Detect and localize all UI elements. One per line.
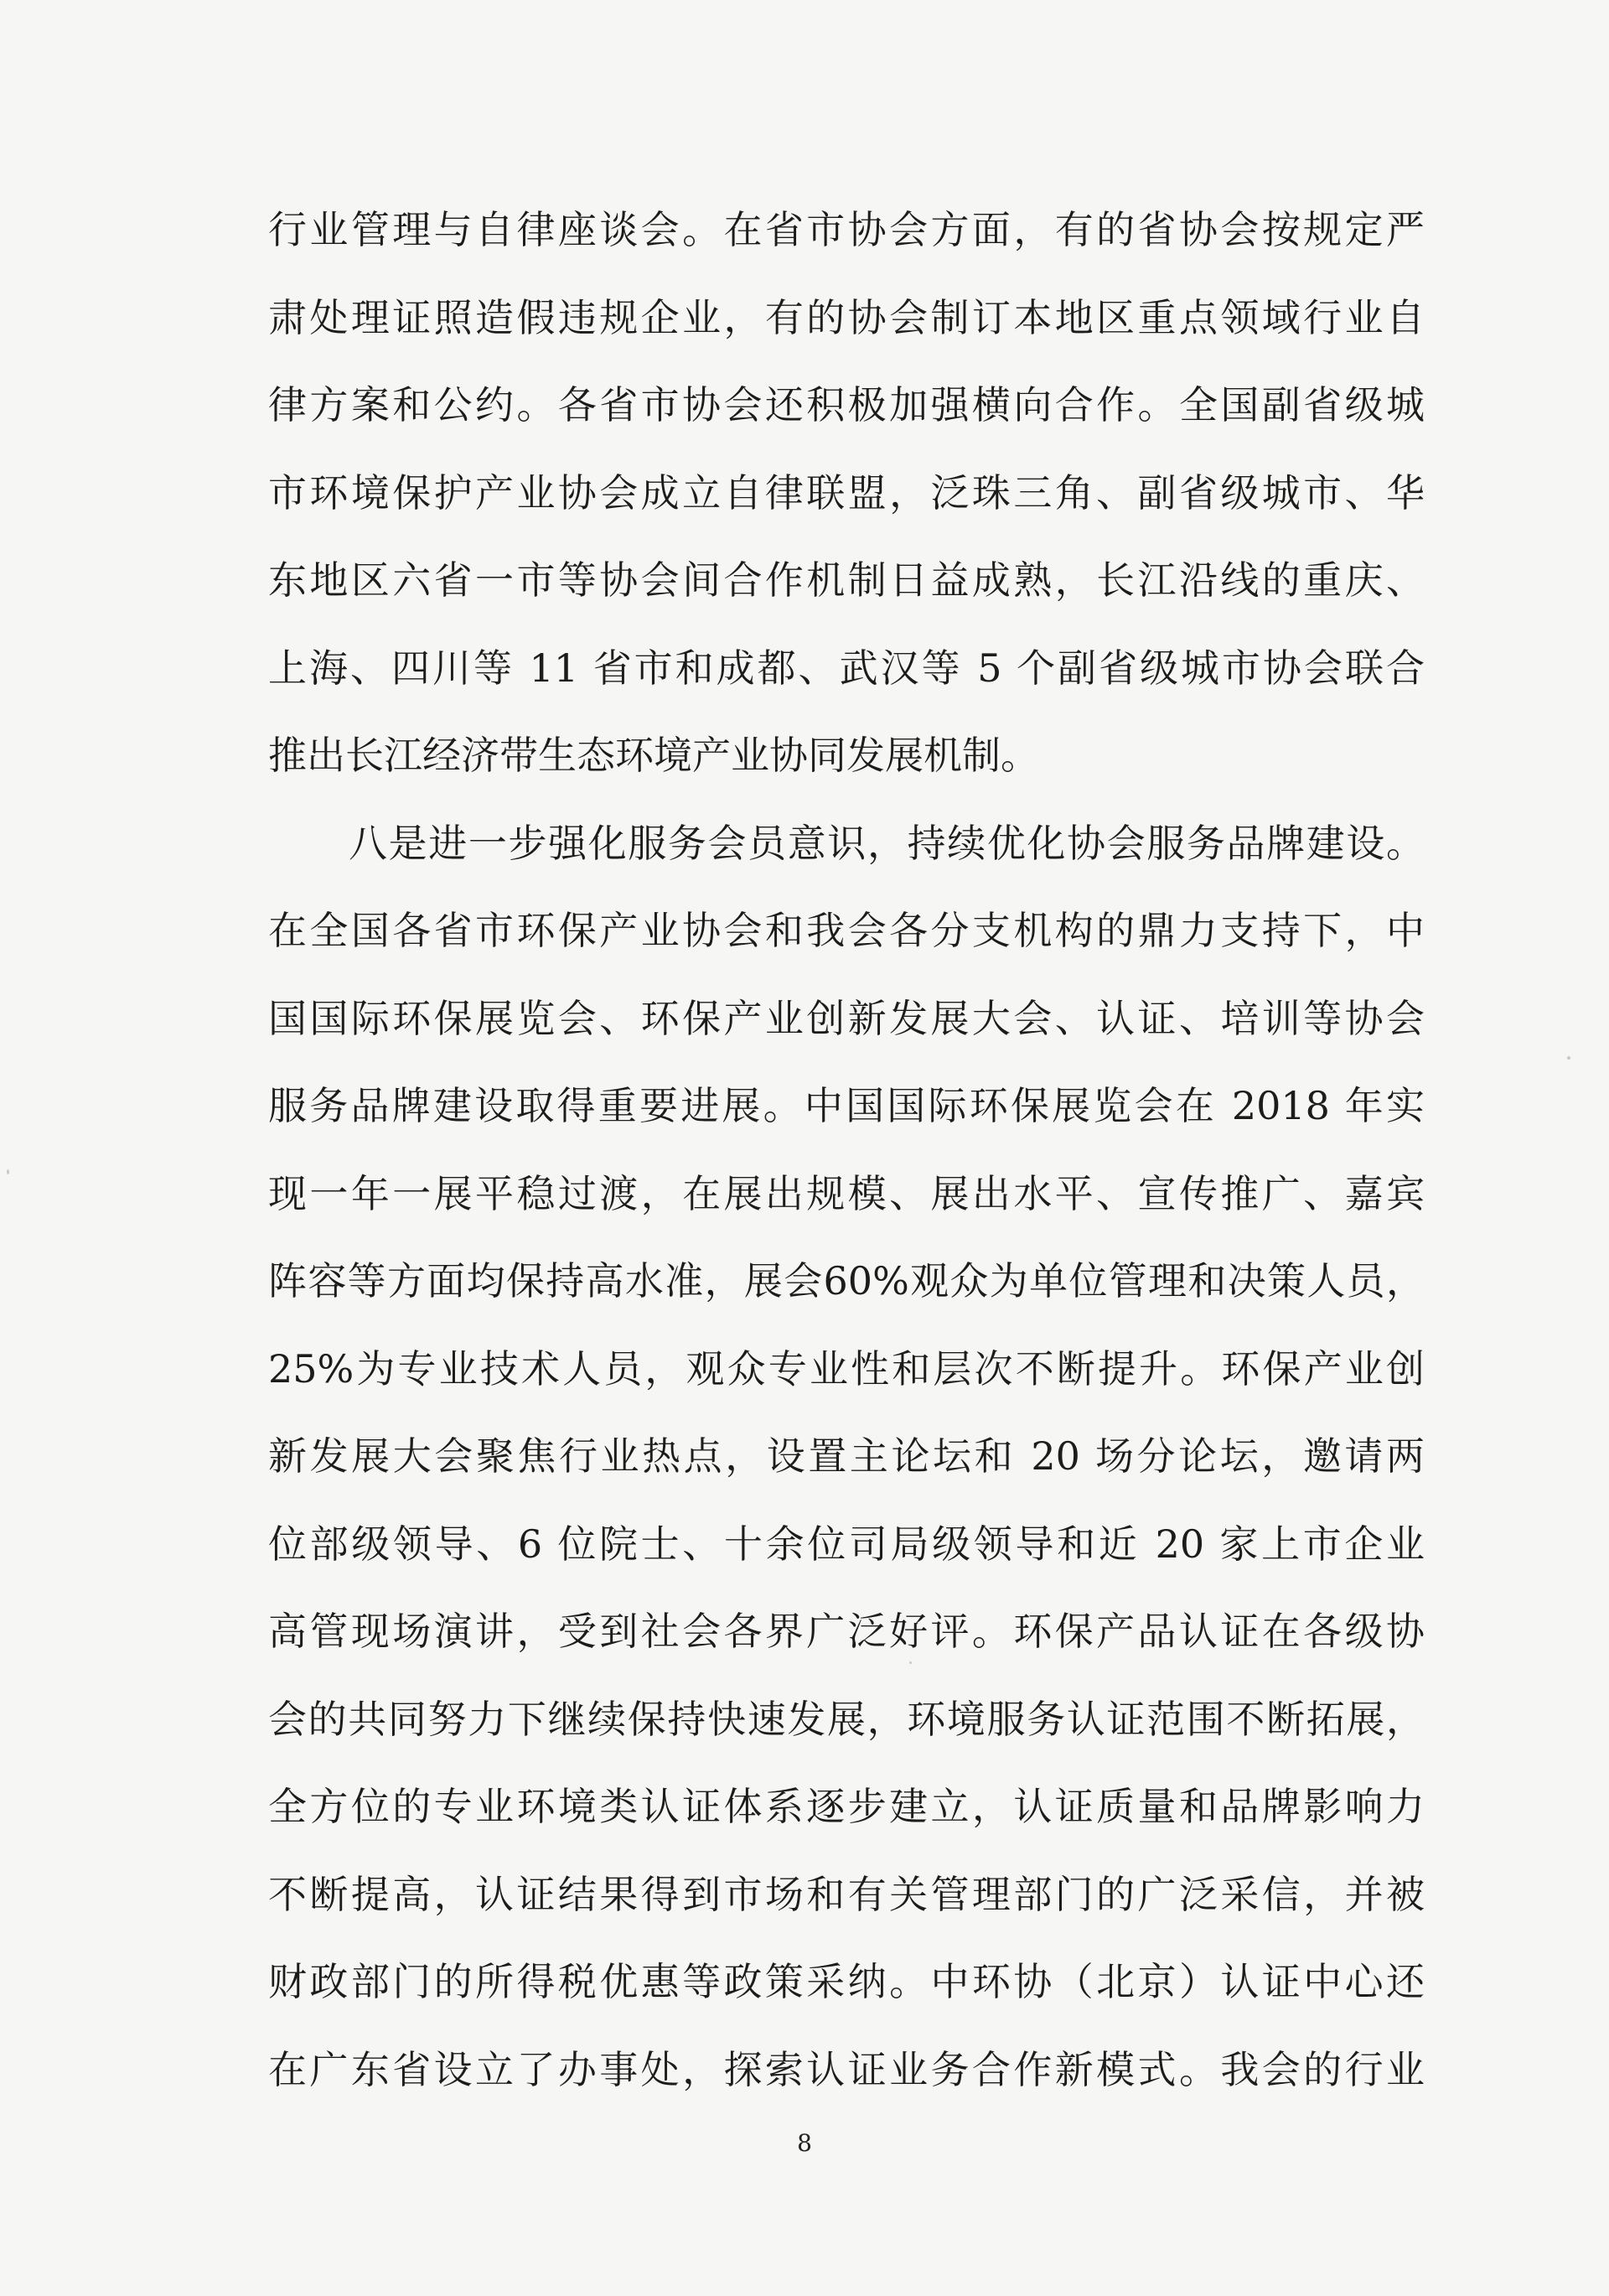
text-line: 高管现场演讲，受到社会各界广泛好评。环保产品认证在各级协 bbox=[268, 1609, 1425, 1654]
text-line: 东地区六省一市等协会间合作机制日益成熟，长江沿线的重庆、 bbox=[268, 557, 1425, 603]
text-line: 位部级领导、6 位院士、十余位司局级领导和近 20 家上市企业 bbox=[268, 1521, 1425, 1567]
text-line: 肃处理证照造假违规企业，有的协会制订本地区重点领域行业自 bbox=[268, 294, 1425, 340]
text-line: 新发展大会聚焦行业热点，设置主论坛和 20 场分论坛，邀请两 bbox=[268, 1433, 1425, 1479]
text-line: 行业管理与自律座谈会。在省市协会方面，有的省协会按规定严 bbox=[268, 207, 1425, 252]
scan-speck bbox=[7, 1169, 9, 1174]
scan-speck bbox=[1567, 1056, 1570, 1060]
body-text bbox=[268, 186, 1425, 2113]
text-line: 服务品牌建设取得重要进展。中国国际环保展览会在 2018 年实 bbox=[268, 1083, 1425, 1128]
paragraph-heading-line: 八是进一步强化服务会员意识，持续优化协会服务品牌建设。 bbox=[349, 820, 1425, 866]
text-line: 财政部门的所得税优惠等政策采纳。中环协（北京）认证中心还 bbox=[268, 1959, 1425, 2004]
text-line: 律方案和公约。各省市协会还积极加强横向合作。全国副省级城 bbox=[268, 382, 1425, 428]
text-line: 不断提高，认证结果得到市场和有关管理部门的广泛采信，并被 bbox=[268, 1871, 1425, 1917]
text-line: 会的共同努力下继续保持快速发展，环境服务认证范围不断拓展， bbox=[268, 1696, 1425, 1742]
text-line: 市环境保护产业协会成立自律联盟，泛珠三角、副省级城市、华 bbox=[268, 469, 1425, 516]
text-line: 推出长江经济带生态环境产业协同发展机制。 bbox=[268, 733, 1039, 778]
text-line: 在广东省设立了办事处，探索认证业务合作新模式。我会的行业 bbox=[268, 2046, 1425, 2092]
text-line: 国国际环保展览会、环保产业创新发展大会、认证、培训等协会 bbox=[268, 995, 1425, 1041]
page-number: 8 bbox=[797, 2129, 812, 2157]
scan-speck bbox=[909, 1661, 912, 1664]
text-line: 现一年一展平稳过渡，在展出规模、展出水平、宣传推广、嘉宾 bbox=[268, 1170, 1425, 1216]
text-line: 上海、四川等 11 省市和成都、武汉等 5 个副省级城市协会联合 bbox=[268, 645, 1425, 691]
text-line: 阵容等方面均保持高水准，展会60%观众为单位管理和决策人员， bbox=[268, 1258, 1425, 1303]
text-line: 在全国各省市环保产业协会和我会各分支机构的鼎力支持下，中 bbox=[268, 908, 1425, 953]
text-line: 25%为专业技术人员，观众专业性和层次不断提升。环保产业创 bbox=[268, 1345, 1425, 1392]
text-line: 全方位的专业环境类认证体系逐步建立，认证质量和品牌影响力 bbox=[268, 1784, 1425, 1829]
